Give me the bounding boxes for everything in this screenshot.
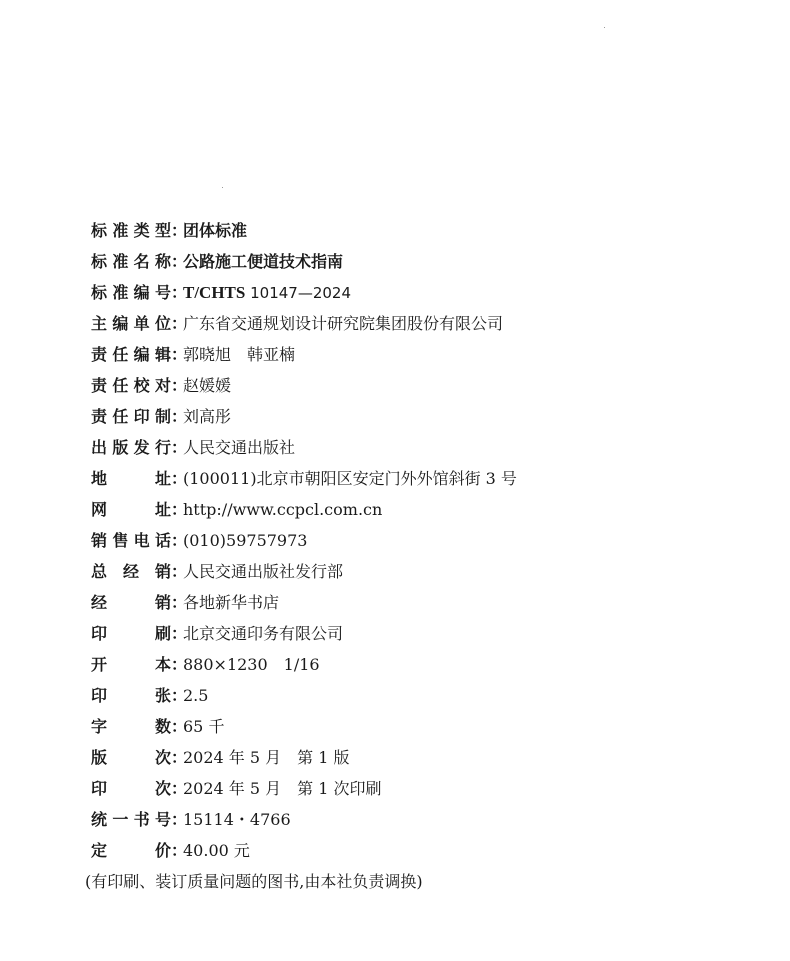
- row-colon: ：: [171, 810, 188, 829]
- row-label: 网 址: [91, 500, 171, 519]
- colophon-row: [91, 370, 751, 401]
- row-value: 北京交通印务有限公司: [183, 624, 344, 643]
- row-colon: ：: [171, 717, 188, 736]
- row-value: 880×1230 1/16: [183, 655, 320, 674]
- row-label: 责 任 编 辑: [91, 345, 171, 364]
- row-value: [183, 277, 351, 309]
- row-colon: ：: [171, 438, 188, 457]
- row-label: 定 价: [91, 841, 171, 860]
- row-value: 郭晓旭 韩亚楠: [183, 345, 296, 364]
- row-colon: ：: [171, 345, 188, 364]
- row-colon: ：: [171, 531, 188, 550]
- row-value: 公路施工便道技术指南: [183, 252, 344, 271]
- row-value: 各地新华书店: [183, 593, 280, 612]
- colophon-row: [91, 835, 751, 866]
- row-colon: ：: [171, 686, 188, 705]
- row-label: 责 任 校 对: [91, 376, 171, 395]
- scan-speck: [604, 27, 605, 28]
- row-colon: ：: [171, 500, 188, 519]
- row-label: 标 准 编 号: [91, 283, 171, 302]
- row-value: 刘高彤: [183, 407, 232, 426]
- colophon-row: [91, 215, 751, 246]
- row-value: 2.5: [183, 686, 209, 705]
- row-colon: ：: [171, 469, 188, 488]
- colophon-row: [91, 246, 751, 277]
- row-value: 2024 年 5 月 第 1 版: [183, 748, 350, 767]
- row-colon: ：: [171, 221, 188, 240]
- row-colon: ：: [171, 252, 188, 271]
- colophon-row: [91, 277, 751, 308]
- colophon: [85, 215, 751, 897]
- row-label: 印 刷: [91, 624, 171, 643]
- row-colon: ：: [171, 655, 188, 674]
- row-colon: ：: [171, 841, 188, 860]
- row-label: 字 数: [91, 717, 171, 736]
- row-colon: ：: [171, 593, 188, 612]
- colophon-row: [91, 308, 751, 339]
- row-colon: ：: [171, 562, 188, 581]
- row-value: 65 千: [183, 717, 225, 736]
- standard-code-prefix: T/CHTS: [183, 283, 246, 302]
- row-value: 人民交通出版社发行部: [183, 562, 344, 581]
- colophon-row: [91, 587, 751, 618]
- colophon-row: [91, 680, 751, 711]
- row-label: 总 经 销: [91, 562, 171, 581]
- colophon-row: [91, 773, 751, 804]
- row-colon: ：: [171, 779, 188, 798]
- colophon-row: [91, 711, 751, 742]
- row-value: 2024 年 5 月 第 1 次印刷: [183, 779, 382, 798]
- row-value: (100011)北京市朝阳区安定门外外馆斜街 3 号: [183, 469, 517, 488]
- row-label: 印 次: [91, 779, 171, 798]
- row-colon: ：: [171, 314, 188, 333]
- row-label: 经 销: [91, 593, 171, 612]
- row-label: 责 任 印 制: [91, 407, 171, 426]
- row-label: 版 次: [91, 748, 171, 767]
- row-value: 15114・4766: [183, 810, 291, 829]
- row-label: 印 张: [91, 686, 171, 705]
- row-label: 统 一 书 号: [91, 810, 171, 829]
- row-value: 40.00 元: [183, 841, 250, 860]
- row-value: 团体标准: [183, 221, 248, 240]
- row-colon: ：: [171, 748, 188, 767]
- row-value: http://www.ccpcl.com.cn: [183, 500, 383, 519]
- row-colon: ：: [171, 407, 188, 426]
- scan-speck: [222, 187, 223, 188]
- row-value: 广东省交通规划设计研究院集团股份有限公司: [183, 314, 504, 333]
- colophon-row: [91, 618, 751, 649]
- row-label: 地 址: [91, 469, 171, 488]
- row-label: 销 售 电 话: [91, 531, 171, 550]
- quality-note: (有印刷、装订质量问题的图书,由本社负责调换): [85, 872, 423, 891]
- row-label: 标 准 名 称: [91, 252, 171, 271]
- row-colon: ：: [171, 624, 188, 643]
- row-colon: ：: [171, 283, 188, 302]
- row-value: 赵媛媛: [183, 376, 232, 395]
- row-label: 主 编 单 位: [91, 314, 171, 333]
- row-label: 标 准 类 型: [91, 221, 171, 240]
- colophon-row: [91, 339, 751, 370]
- colophon-row: [91, 463, 751, 494]
- row-label: 出 版 发 行: [91, 438, 171, 457]
- colophon-row: [91, 556, 751, 587]
- colophon-row: [91, 494, 751, 525]
- colophon-row: [91, 649, 751, 680]
- colophon-row: [91, 804, 751, 835]
- colophon-row: [91, 742, 751, 773]
- colophon-row: [91, 525, 751, 556]
- colophon-row: [91, 401, 751, 432]
- colophon-row: [91, 432, 751, 463]
- standard-code-number: 10147—2024: [245, 284, 352, 302]
- row-colon: ：: [171, 376, 188, 395]
- row-label: 开 本: [91, 655, 171, 674]
- row-value: (010)59757973: [183, 531, 308, 550]
- colophon-rows: [91, 215, 751, 866]
- row-value: 人民交通出版社: [183, 438, 296, 457]
